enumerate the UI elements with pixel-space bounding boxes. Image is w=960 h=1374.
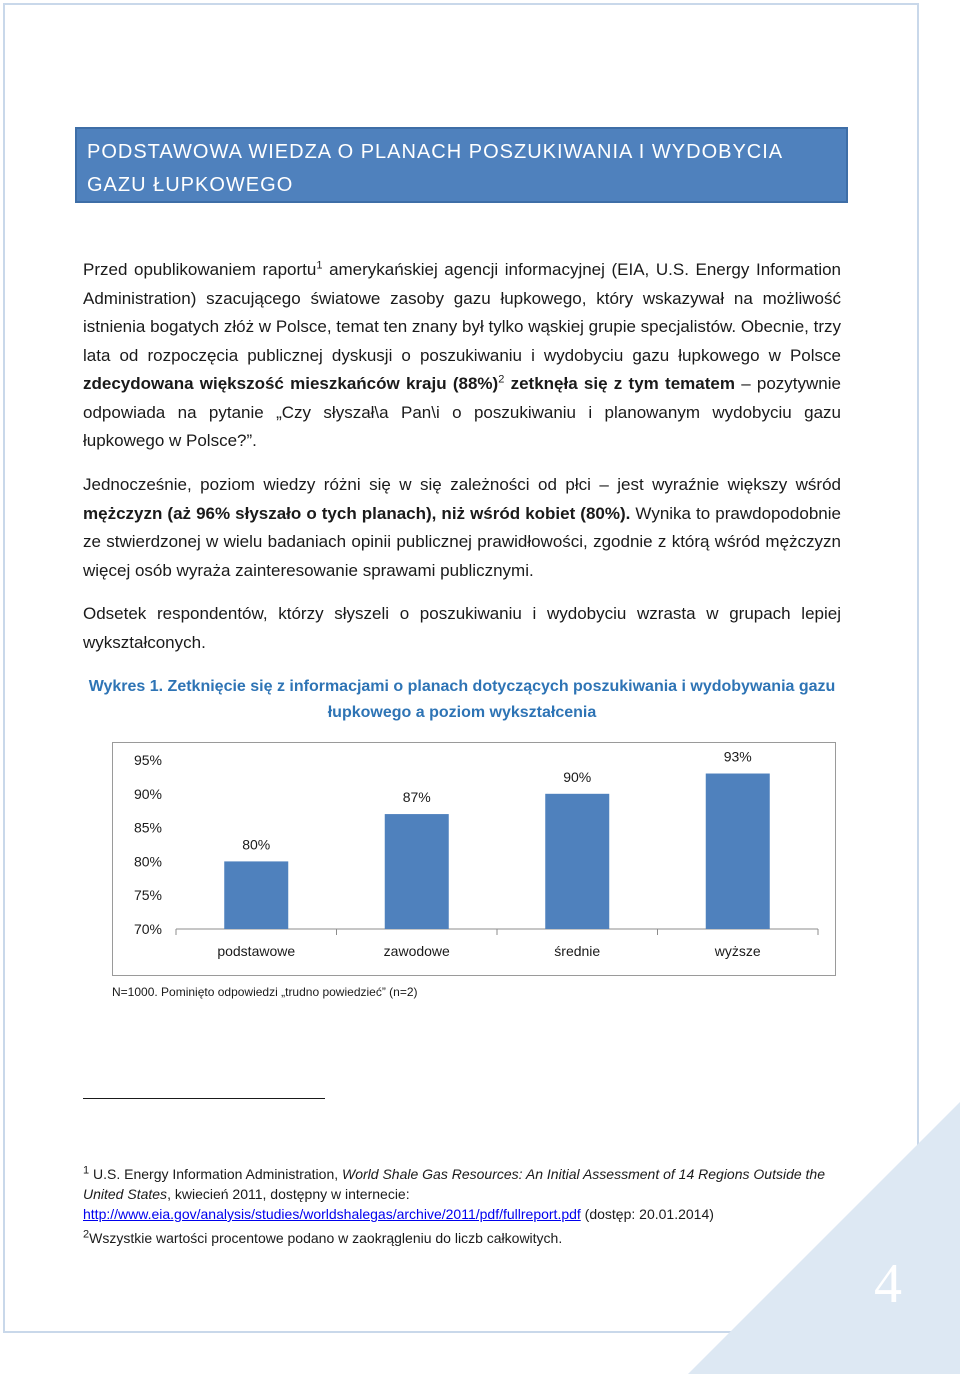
para1-bold-2: zetknęła się z tym tematem (504, 374, 735, 393)
page-number: 4 (874, 1253, 902, 1315)
y-tick-label: 70% (133, 921, 162, 937)
x-category-label: podstawowe (217, 943, 296, 959)
footnote-2-number: 2 (83, 1228, 90, 1241)
para1-text-2: amerykańskiej agencji informacyjnej (EIA, U.S. Energy Information Administration) szacującego światowe zasoby gazu łupkowego, który wskazywał na możliwość istnienia bogatych złóż w Polsce, temat ten znany był tylko wąskiej grupie specjalistów. Obecnie, trzy lata od rozpoczęcia publicznej dyskusji o poszukiwaniu i wydobyciu gazu łupkowego w Polsce (83, 260, 842, 365)
data-label: 80% (242, 836, 271, 853)
footnote-1 (83, 1164, 843, 1224)
y-tick-label: 90% (133, 785, 162, 802)
chart-note: N=1000. Pominięto odpowiedzi „trudno powiedzieć” (n=2) (112, 985, 418, 999)
section-header: PODSTAWOWA WIEDZA O PLANACH POSZUKIWANIA I WYDOBYCIA GAZU ŁUPKOWEGO (75, 127, 848, 203)
footnote-1-source-title: World Shale Gas Resources: An Initial Assessment of 14 Regions Outside the United States (83, 1166, 825, 1202)
para2-text-1: Jednocześnie, poziom wiedzy różni się w się zależności od płci – jest wyraźnie większy wśród (83, 475, 841, 494)
y-tick-label: 75% (133, 887, 162, 904)
footnote-1-link[interactable]: http://www.eia.gov/analysis/studies/worldshalegas/archive/2011/pdf/fullreport.pdf (83, 1206, 581, 1222)
paragraph-intro (83, 256, 841, 456)
y-tick-label: 85% (133, 819, 162, 836)
x-category-label: średnie (554, 943, 601, 959)
bar-średnie (545, 794, 609, 929)
bar-wyższe (706, 774, 770, 929)
para1-text-3: – pozytywnie odpowiada na pytanie „Czy słyszał\a Pan\i o poszukiwaniu i planowanym wydobyciu gazu łupkowego w Polsce?”. (83, 374, 841, 450)
footnote-2-text: Wszystkie wartości procentowe podano w zaokrągleniu do liczb całkowitych. (89, 1230, 563, 1246)
footnote-separator (83, 1098, 325, 1099)
paragraph-education: Odsetek respondentów, którzy słyszeli o poszukiwaniu i wydobyciu wzrasta w grupach lepiej wykształconych. (83, 604, 841, 652)
footnote-ref-1[interactable]: 1 (316, 259, 323, 272)
para1-bold-1: zdecydowana większość mieszkańców kraju (88%) (83, 374, 499, 393)
footnote-1-number: 1 (83, 1164, 90, 1177)
footnote-2 (83, 1228, 843, 1248)
bar-chart (112, 742, 836, 976)
bar-zawodowe (385, 814, 449, 929)
y-tick-label: 95% (133, 752, 162, 768)
para2-text-2: Wynika to prawdopodobnie ze stwierdzonej w wielu badaniach opinii publicznej prawidłowości, zgodnie z którą wśród mężczyzn więcej osób wyraża zainteresowanie sprawami publicznymi. (83, 503, 841, 580)
x-category-label: zawodowe (383, 943, 450, 959)
x-category-label: wyższe (714, 943, 761, 959)
data-label: 90% (563, 768, 592, 785)
paragraph-gender (83, 471, 841, 585)
para2-bold: mężczyzn (aż 96% słyszało o tych planach), niż wśród kobiet (80%). (83, 503, 631, 523)
para1-text-1: Przed opublikowaniem raportu (83, 260, 317, 279)
bar-podstawowe (224, 861, 288, 929)
footnote-ref-2[interactable]: 2 (498, 373, 505, 386)
footnote-1-text-1: U.S. Energy Information Administration, (89, 1166, 343, 1182)
chart-title: Wykres 1. Zetknięcie się z informacjami o planach dotyczących poszukiwania i wydobywania gazu łupkowego a poziom wykształcenia (88, 678, 836, 721)
footnote-1-text-2: , kwiecień 2011, dostępny w internecie: (167, 1186, 410, 1202)
data-label: 87% (402, 789, 431, 806)
y-tick-label: 80% (133, 853, 162, 870)
footnote-1-access-date: (dostęp: 20.01.2014) (580, 1206, 714, 1222)
data-label: 93% (723, 748, 752, 765)
